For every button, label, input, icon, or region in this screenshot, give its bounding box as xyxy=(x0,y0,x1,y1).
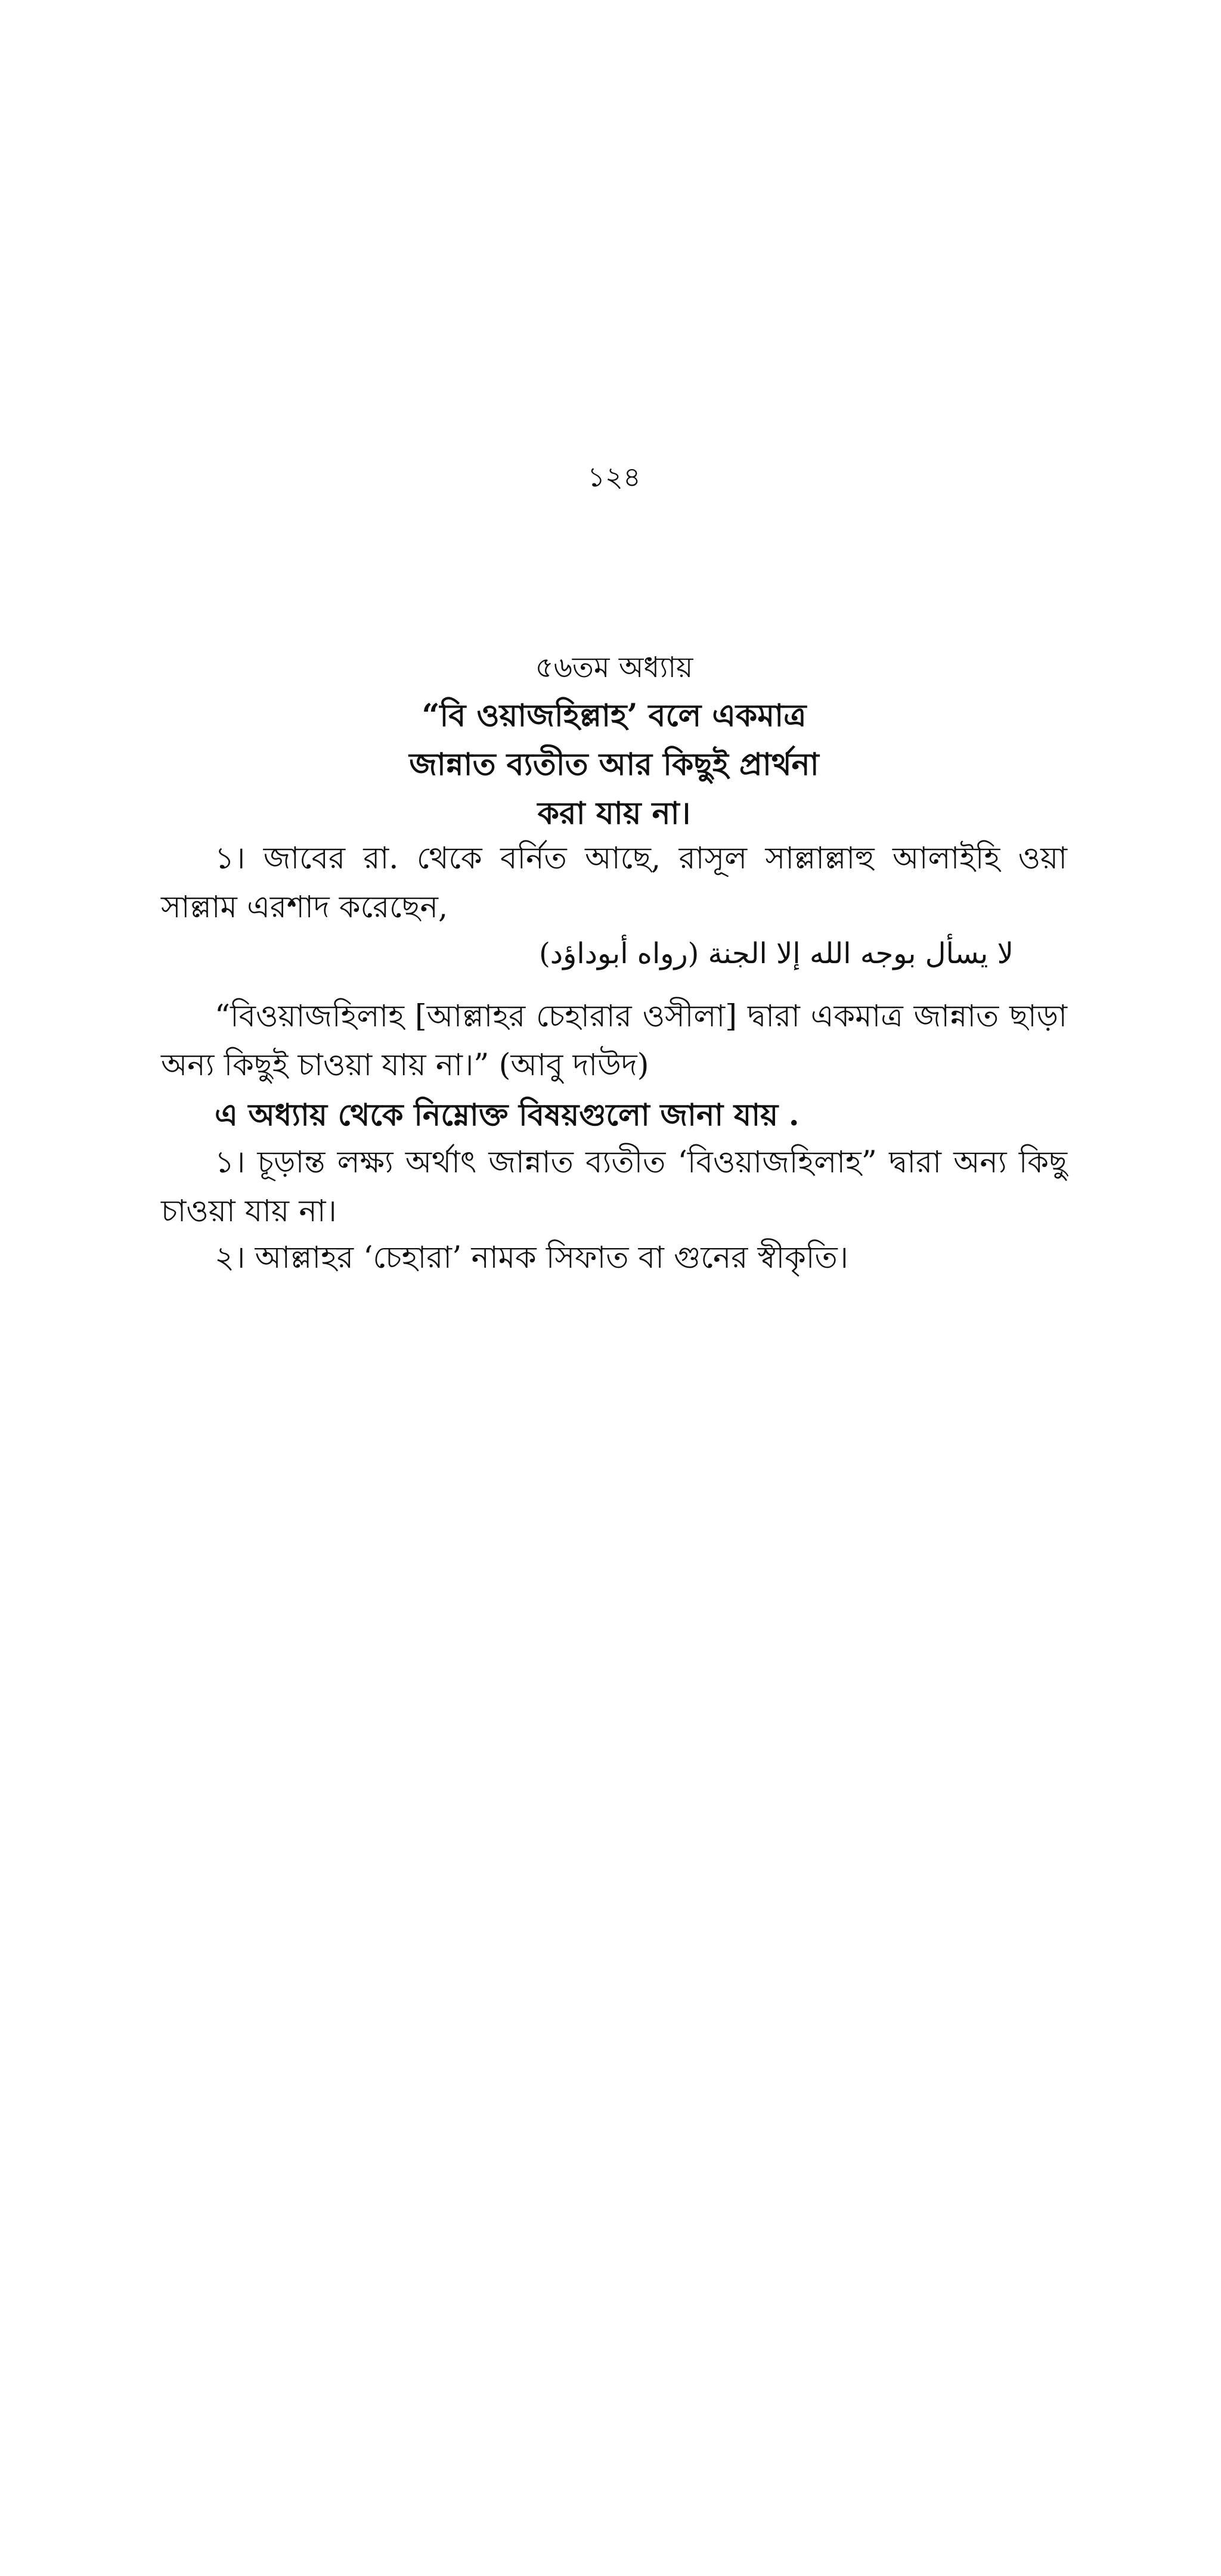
chapter-title-line-2: জান্নাত ব্যতীত আর কিছুই প্রার্থনা xyxy=(409,746,819,783)
lesson-item-2: ২। আল্লাহর ‘চেহারা’ নামক সিফাত বা গুনের স্বীকৃতি। xyxy=(215,1240,848,1275)
chapter-number: ৫৬তম অধ্যায় xyxy=(535,651,693,684)
hadith-intro-paragraph: ১। জাবের রা. থেকে বর্নিত আছে, রাসূল সাল্লাল্লাহু আলাইহি ওয়া সাল্লাম এরশাদ করেছেন, xyxy=(161,841,1067,925)
arabic-hadith-text: لا يسأل بوجه الله إلا الجنة (رواه أبوداؤد) xyxy=(539,937,1014,970)
page-number: ১২৪ xyxy=(587,461,641,493)
chapter-title xyxy=(161,691,1067,838)
lessons-heading: এ অধ্যায় থেকে নিম্নোক্ত বিষয়গুলো জানা যায় . xyxy=(215,1097,799,1133)
chapter-title-line-1: “বি ওয়াজহিল্লাহ’ বলে একমাত্র xyxy=(422,697,807,734)
translation-paragraph: “বিওয়াজহিলাহ [আল্লাহর চেহারার ওসীলা] দ্বারা একমাত্র জান্নাত ছাড়া অন্য কিছুই চাওয়া যায় না।” (আবু দাউদ) xyxy=(161,999,1067,1083)
lesson-item-1: ১। চূড়ান্ত লক্ষ্য অর্থাৎ জান্নাত ব্যতীত ‘বিওয়াজহিলাহ” দ্বারা অন্য কিছু চাওয়া যায় না। xyxy=(161,1145,1067,1229)
chapter-title-line-3: করা যায় না। xyxy=(537,795,691,831)
document-page xyxy=(161,0,1067,2576)
